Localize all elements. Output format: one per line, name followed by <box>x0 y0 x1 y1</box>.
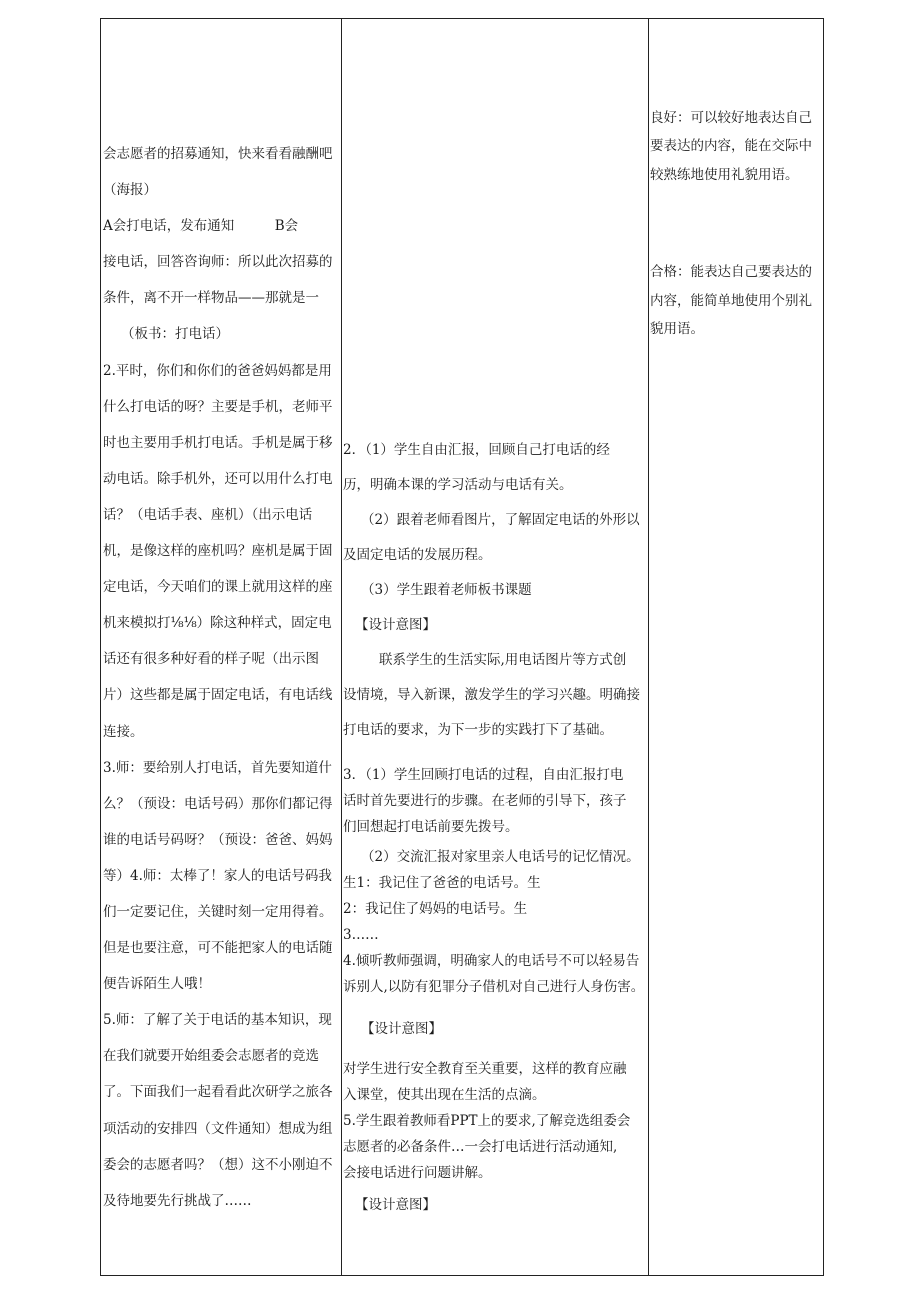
design-intent-heading: 【设计意图】 <box>361 1021 442 1037</box>
text-line: 动电话。除手机外，还可以用什么打电 <box>103 470 333 487</box>
text-line: 历，明确本课的学习活动与电话有关。 <box>343 477 573 493</box>
text-line: 2．（1）学生自由汇报，回顾自己打电话的经 <box>343 442 610 458</box>
text-line: 接电话，回答咨询师：所以此次招募的 <box>103 254 333 271</box>
text-line: 内容，能简单地使用个别礼 <box>650 292 812 309</box>
spacer <box>650 189 822 217</box>
text-line: 及待地要先行挑战了…… <box>103 1192 252 1209</box>
design-intent-heading: 【设计意图】 <box>355 617 436 633</box>
evaluation-column <box>650 104 822 343</box>
text-line: 貌用语。 <box>650 321 704 338</box>
text-line: 诉别人,以防有犯罪分子借机对自己进行人身伤害。 <box>343 979 645 995</box>
text-line: （2）跟着老师看图片，了解固定电话的外形以 <box>361 512 640 528</box>
text-line: 较熟练地使用礼貌用语。 <box>650 166 799 183</box>
column-divider-1 <box>341 18 342 1276</box>
text-line: （海报） <box>103 182 157 199</box>
text-line: 机，是像这样的座机吗？座机是属于固 <box>103 543 333 560</box>
text-line: 但是也要注意，可不能把家人的电话随 <box>103 940 333 957</box>
text-line: 合格：能表达自己要表达的 <box>650 264 812 281</box>
spacer <box>650 217 822 245</box>
text-line: 生1：我记住了爸爸的电话号。生 <box>343 875 541 891</box>
text-line: 么？（预设：电话号码）那你们都记得 <box>103 795 333 812</box>
text-line: 会志愿者的招募通知，快来看看融酬吧 <box>103 146 333 162</box>
text-line: A会打电话，发布通知 B会 <box>103 218 299 235</box>
text-line: 3.师：要给别人打电话，首先要知道什 <box>103 759 332 776</box>
text-line: 们一定要记住，关键时刻一定用得着。 <box>103 903 333 920</box>
text-line: 机来模拟打⅛⅛）除这种样式，固定电 <box>103 615 332 632</box>
text-line: 时也主要用手机打电话。手机是属于移 <box>103 434 333 451</box>
text-line: 2：我记住了妈妈的电话号。生 <box>343 901 528 917</box>
text-line: 谁的电话号码呀？（预设：爸爸、妈妈 <box>103 831 333 848</box>
text-line: 打电话的要求，为下一步的实践打下了基础。 <box>343 722 613 738</box>
text-line: 话时首先要进行的步骤。在老师的引导下，孩子 <box>343 793 627 809</box>
text-line: （3）学生跟着老师板书课题 <box>361 582 532 598</box>
text-line: 等）4.师：太棒了！家人的电话号码我 <box>103 867 332 884</box>
text-line: 要表达的内容，能在交际中 <box>650 138 812 155</box>
text-line: 5.师：了解了关于电话的基本知识，现 <box>103 1012 332 1029</box>
text-line: 联系学生的生活实际,用电话图片等方式创 <box>379 652 627 668</box>
teacher-activity-column <box>103 136 339 1219</box>
design-intent-heading: 【设计意图】 <box>355 1197 436 1213</box>
text-line: 3…… <box>343 927 379 943</box>
text-line: 对学生进行安全教育至关重要，这样的教育应融 <box>343 1061 627 1077</box>
text-line: （板书：打电话） <box>121 326 229 343</box>
column-divider-2 <box>648 18 649 1276</box>
text-line: 便告诉陌生人哦！ <box>103 976 211 993</box>
text-line: 及固定电话的发展历程。 <box>343 547 492 563</box>
text-line: 们回想起打电话前要先拨号。 <box>343 819 519 835</box>
text-line: 入课堂，使其出现在生活的点滴。 <box>343 1087 546 1103</box>
text-line: 在我们就要开始组委会志愿者的竞选 <box>103 1048 319 1065</box>
text-line: （2）交流汇报对家里亲人电话号的记忆情况。 <box>361 849 640 865</box>
text-line: 委会的志愿者吗？（想）这不小刚迫不 <box>103 1156 333 1173</box>
student-activity-column <box>343 437 646 1218</box>
text-line: 3．（1）学生回顾打电话的过程，自由汇报打电 <box>343 767 624 783</box>
text-line: 定电话，今天咱们的课上就用这样的座 <box>103 579 333 596</box>
text-line: 什么打电话的呀？主要是手机，老师平 <box>103 398 333 415</box>
text-line: 连接。 <box>103 723 144 740</box>
text-line: 话？（电话手表、座机）（出示电话 <box>103 506 313 523</box>
text-line: 2.平时，你们和你们的爸爸妈妈都是用 <box>103 362 332 379</box>
text-line: 项活动的安排四（文件通知）想成为组 <box>103 1120 333 1137</box>
text-line: 良好：可以较好地表达自己 <box>650 110 812 126</box>
text-line: 条件，离不开一样物品——那就是一 <box>103 290 319 307</box>
text-line: 话还有很多种好看的样子呢（出示图 <box>103 651 319 668</box>
text-line: 片）这些都是属于固定电话，有电话线 <box>103 687 333 704</box>
text-line: 志愿者的必备条件…一会打电话进行活动通知, <box>343 1139 618 1155</box>
text-line: 4.倾听教师强调，明确家人的电话号不可以轻易告 <box>343 953 640 969</box>
text-line: 设情境，导入新课，激发学生的学习兴趣。明确接 <box>343 687 640 703</box>
text-line: 5.学生跟着教师看PPT上的要求,了解竞选组委会 <box>343 1113 631 1129</box>
text-line: 了。下面我们一起看看此次研学之旅各 <box>103 1084 333 1101</box>
text-line: 会接电话进行问题讲解。 <box>343 1165 492 1181</box>
